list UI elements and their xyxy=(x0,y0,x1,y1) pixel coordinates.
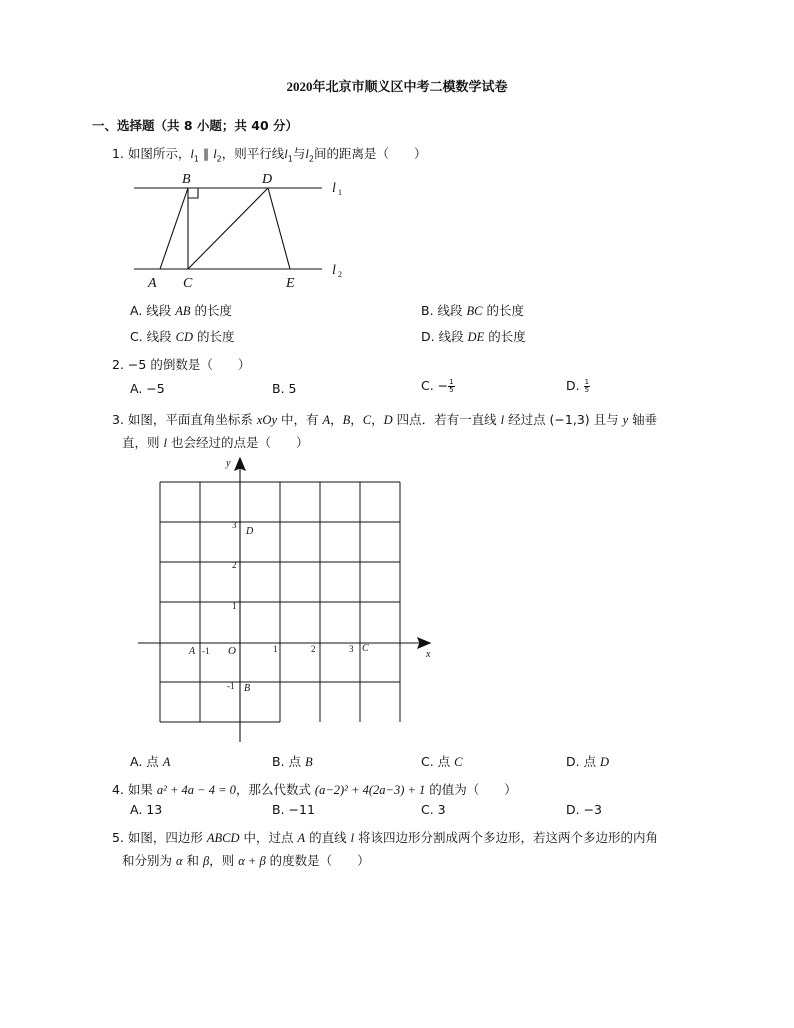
point-D: D xyxy=(246,526,254,537)
label-l2: l xyxy=(332,263,336,278)
question-3-stem-line2: 直，则 l 也会经过的点是（ ） xyxy=(122,435,309,450)
q2-option-a[interactable]: A. −5 xyxy=(130,381,165,396)
q4-option-c[interactable]: C. 3 xyxy=(421,802,446,817)
svg-text:2: 2 xyxy=(338,270,342,279)
label-D: D xyxy=(262,172,273,187)
q1-option-a[interactable]: A. 线段 AB 的长度 xyxy=(130,303,233,318)
x-tick--1: -1 xyxy=(202,646,210,656)
q2-option-c[interactable]: C. − $\frac{1}{5}$ xyxy=(421,378,454,394)
x-axis-label: x xyxy=(426,649,431,660)
x-tick-3: 3 xyxy=(349,644,354,654)
q4-option-a[interactable]: A. 13 xyxy=(130,802,163,817)
q4-option-b[interactable]: B. −11 xyxy=(272,802,315,817)
q4-option-d[interactable]: D. −3 xyxy=(566,802,602,817)
label-l1: l xyxy=(332,181,336,196)
point-A: A xyxy=(189,646,196,657)
x-tick-2: 2 xyxy=(311,644,316,654)
point-B: B xyxy=(244,683,251,694)
question-5-stem-line1: 5. 如图，四边形 ABCD 中，过点 A 的直线 l 将该四边形分割成两个多边形，若这两个多边形的内角 xyxy=(112,830,659,845)
question-4-stem: 4. 如果 a² + 4a − 4 = 0，那么代数式 (a−2)² + 4(2a−3) + 1 的值为（ ） xyxy=(112,782,517,797)
y-axis-label: y xyxy=(226,458,231,469)
segment-DE xyxy=(268,188,290,269)
section-heading: 一、选择题（共 8 小题；共 40 分） xyxy=(92,118,299,133)
label-A: A xyxy=(148,276,157,291)
q3-option-c[interactable]: C. 点 C xyxy=(421,754,463,769)
grid xyxy=(160,482,400,722)
segment-AB xyxy=(160,188,188,269)
page-title: 2020年北京市顺义区中考二模数学试卷 xyxy=(286,79,508,94)
q2-option-b[interactable]: B. 5 xyxy=(272,381,297,396)
q1-option-b[interactable]: B. 线段 BC 的长度 xyxy=(421,303,524,318)
question-3-stem-line1: 3. 如图，平面直角坐标系 xOy 中，有 A，B，C，D 四点．若有一直线 l 经过点 (−1,3) 且与 y 轴垂 xyxy=(112,412,658,427)
y-tick-2: 2 xyxy=(232,560,237,570)
x-tick-1: 1 xyxy=(273,644,278,654)
question-1-stem: 1. 如图所示，$l_1$ ∥ $l_2$，则平行线$l_1$与$l_2$间的距离是（ ） xyxy=(112,146,427,164)
question-5-stem-line2: 和分别为 α 和 β，则 α + β 的度数是（ ） xyxy=(122,853,370,868)
y-axis-arrow xyxy=(235,458,245,470)
label-B: B xyxy=(182,172,191,187)
q1-option-d[interactable]: D. 线段 DE 的长度 xyxy=(421,329,526,344)
label-C: C xyxy=(183,276,193,291)
segment-CD xyxy=(188,188,268,269)
y-tick--1: -1 xyxy=(227,681,235,691)
y-tick-1: 1 xyxy=(232,601,237,611)
right-angle-mark xyxy=(188,188,198,198)
question-2-stem: 2. −5 的倒数是（ ） xyxy=(112,357,251,372)
origin-label: O xyxy=(228,645,236,657)
question-1-figure xyxy=(120,164,360,294)
y-tick-3: 3 xyxy=(232,520,237,530)
question-3-coordinate-graph xyxy=(130,452,440,744)
q2-option-d[interactable]: D. $\frac{1}{5}$ xyxy=(566,378,590,394)
label-E: E xyxy=(286,276,295,291)
q1-option-c[interactable]: C. 线段 CD 的长度 xyxy=(130,329,235,344)
point-C: C xyxy=(362,643,369,654)
x-axis-arrow xyxy=(418,638,430,648)
q3-option-a[interactable]: A. 点 A xyxy=(130,754,171,769)
q3-option-d[interactable]: D. 点 D xyxy=(566,754,610,769)
svg-text:1: 1 xyxy=(338,188,342,197)
q3-option-b[interactable]: B. 点 B xyxy=(272,754,313,769)
